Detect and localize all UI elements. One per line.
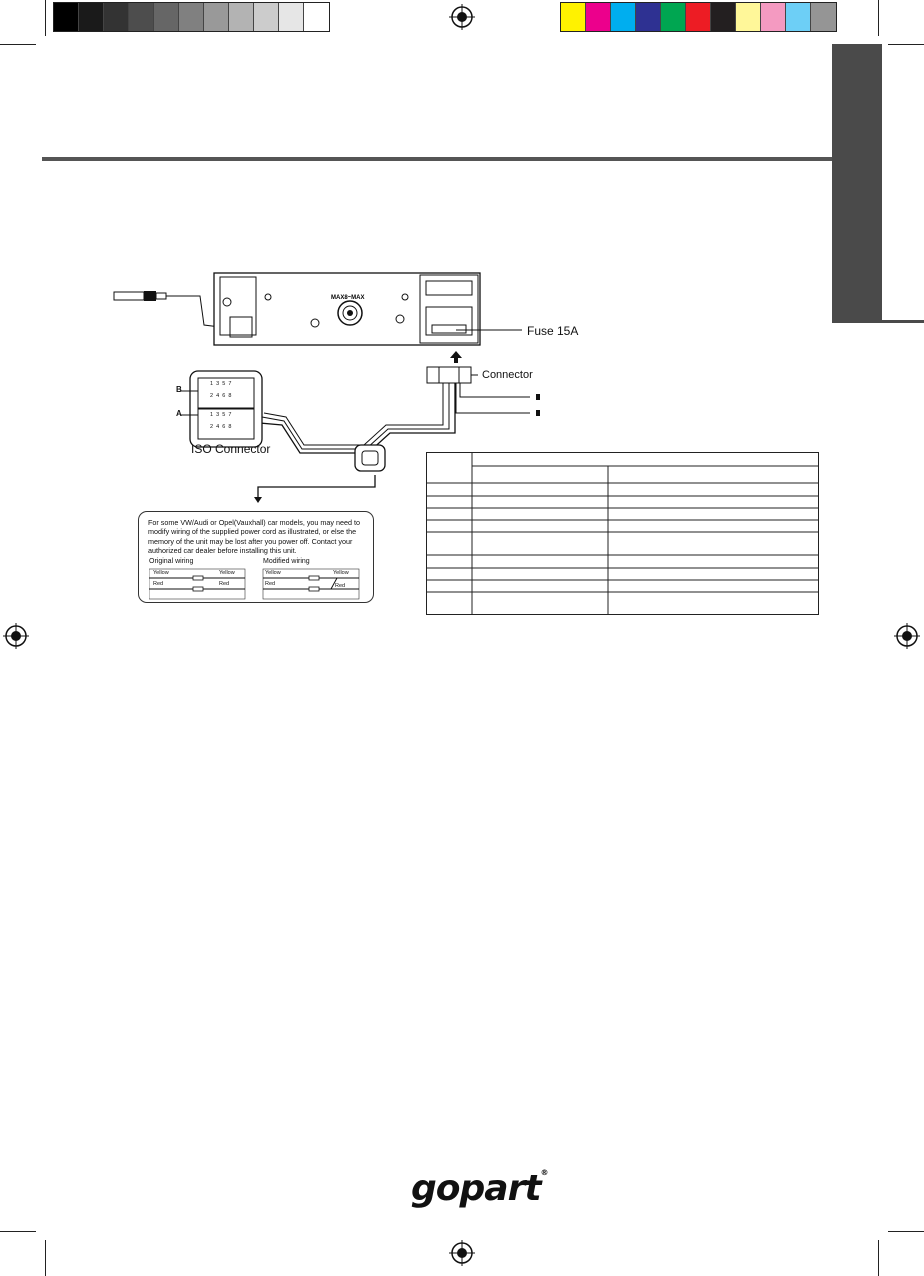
- iso-pins-a: 1 3 5 7: [210, 412, 232, 418]
- crop-mark: [0, 44, 36, 45]
- crop-mark: [878, 1240, 879, 1276]
- original-wiring-caption: Original wiring: [149, 558, 194, 565]
- color-swatch-10: [811, 3, 836, 31]
- color-swatch-3: [636, 3, 661, 31]
- mod-red-right: Red: [335, 583, 346, 589]
- gray-swatch-9: [279, 3, 304, 31]
- crop-mark: [878, 0, 879, 36]
- color-calibration-strip: [560, 2, 837, 32]
- pin-a-label: A: [176, 409, 182, 418]
- wiring-note-box: [138, 511, 374, 603]
- connector-label: Connector: [482, 369, 533, 381]
- orig-red-right: Red: [219, 581, 230, 587]
- gray-swatch-5: [179, 3, 204, 31]
- mod-yellow-right: Yellow: [333, 570, 349, 576]
- header-rule: [42, 157, 837, 161]
- color-swatch-0: [561, 3, 586, 31]
- orig-yellow-left: Yellow: [153, 570, 169, 576]
- crop-mark: [888, 1231, 924, 1232]
- registration-mark-icon: [3, 623, 29, 649]
- color-swatch-7: [736, 3, 761, 31]
- crop-mark: [45, 0, 46, 36]
- mod-yellow-left: Yellow: [265, 570, 281, 576]
- iso-pins-b: 1 3 5 7: [210, 381, 232, 387]
- crop-mark: [888, 44, 924, 45]
- iso-pins-b-row2: 2 4 6 8: [210, 393, 232, 399]
- color-swatch-1: [586, 3, 611, 31]
- wiring-note-text: For some VW/Audi or Opel(Vauxhall) car models, you may need to modify wiring of the supplied power cord as illustrated, or else the memory of the unit may be lost after you power off. Contact your authorized car dealer before installing this unit.: [148, 518, 360, 556]
- crop-mark: [45, 1240, 46, 1276]
- color-swatch-9: [786, 3, 811, 31]
- color-swatch-5: [686, 3, 711, 31]
- mod-red-left: Red: [265, 581, 276, 587]
- registration-mark-icon: [894, 623, 920, 649]
- wiring-illustrations: [149, 567, 364, 601]
- registration-mark-icon: [449, 4, 475, 30]
- grayscale-calibration-strip: [53, 2, 330, 32]
- gray-swatch-6: [204, 3, 229, 31]
- gray-swatch-3: [129, 3, 154, 31]
- iso-connector-label: ISO Connector: [191, 442, 271, 456]
- iso-pins-a-row2: 2 4 6 8: [210, 424, 232, 430]
- color-swatch-8: [761, 3, 786, 31]
- pin-b-label: B: [176, 385, 182, 394]
- modified-wiring-caption: Modified wiring: [263, 558, 310, 565]
- color-swatch-2: [611, 3, 636, 31]
- registration-mark-icon: [449, 1240, 475, 1266]
- gray-swatch-4: [154, 3, 179, 31]
- gopart-logo: gopart®: [411, 1168, 548, 1209]
- unit-model-label: MAX8~MAX: [331, 295, 365, 301]
- gray-swatch-8: [254, 3, 279, 31]
- gray-swatch-10: [304, 3, 329, 31]
- orig-yellow-right: Yellow: [219, 570, 235, 576]
- gray-swatch-2: [104, 3, 129, 31]
- gray-swatch-1: [79, 3, 104, 31]
- crop-mark: [0, 1231, 36, 1232]
- gray-swatch-0: [54, 3, 79, 31]
- color-swatch-4: [661, 3, 686, 31]
- section-tab: [832, 44, 882, 320]
- color-swatch-6: [711, 3, 736, 31]
- gray-swatch-7: [229, 3, 254, 31]
- section-tab-rule: [832, 320, 924, 323]
- pin-assignment-table: [426, 452, 820, 616]
- fuse-label: Fuse 15A: [527, 324, 579, 338]
- orig-red-left: Red: [153, 581, 164, 587]
